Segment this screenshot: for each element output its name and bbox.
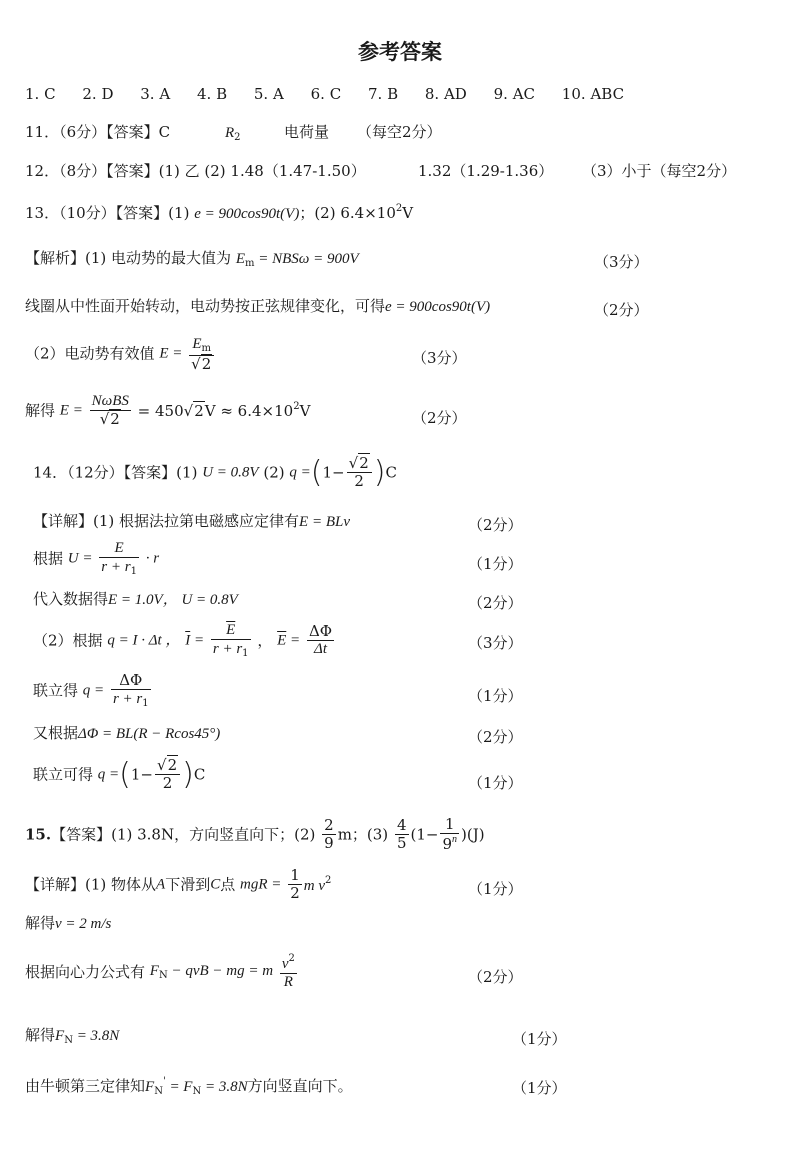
q15-detail-5-points: （1分） [512,1079,567,1097]
q12-answer-compare: （3）小于（每空2分） [582,162,737,180]
q11-answer-charge: 电荷量 [284,123,330,141]
q14-detail-2: 根据 U = $\frac{E}{r + r_1}$ · r [33,540,160,578]
q12-line: 12．（8分）【答案】(1) 乙 (2) 1.48（1.47-1.50） [25,162,366,180]
q11-points-note: （每空2分） [357,123,442,141]
choice-answers-row [25,87,646,102]
q15-detail-1: 【详解】(1) 物体从A下滑到C点 mgR = $\frac{1}{2}$ m $v^2$ [25,866,332,903]
q12-answer-resistance: 1.32（1.29-1.36） [418,162,554,180]
choice-answer-2: 2. D [82,85,114,103]
choice-answer-9: 9. AC [493,85,536,103]
q13-analysis-3-points: （3分） [412,349,467,367]
q15-detail-1-points: （1分） [468,880,523,898]
q14-detail-3-points: （2分） [468,594,523,612]
choice-answer-4: 4. B [196,85,228,103]
q14-detail-1-points: （2分） [468,516,523,534]
choice-answer-7: 7. B [367,85,399,103]
choice-answer-5: 5. A [253,85,284,103]
q14-detail-7: 联立可得 q =(1− $\frac{√2}{2}$ )C [33,756,206,793]
choice-answer-1: 1. C [25,85,56,103]
page-title: 参考答案 [358,40,442,64]
q14-line: 14．（12分）【答案】(1) U = 0.8V (2) q =(1− $\frac{√2}{2}$ )C [33,454,397,491]
q13-analysis-3: （2）电动势有效值 E = $\frac{E_m}{√2}$ [25,335,216,373]
q13-analysis-1-points: （3分） [594,253,649,271]
q13-line: 13．（10分）【答案】(1) e = 900cos90t(V)；(2) $6.4\times 10^2V$ [25,203,414,222]
q15-detail-4-points: （1分） [512,1030,567,1048]
choice-answer-8: 8. AD [424,85,467,103]
q11-answer-resistor: $R_2$ [225,125,241,143]
q14-detail-4: （2）根据 q = I · Δt ， $\overline{I}$ = $\frac{\overline{E}}{r + r_1}$ ， $\overline{E}$ = $\frac{\Delta\Phi}{\Delta t}$ [33,622,333,660]
q14-detail-6: 又根据ΔΦ = BL(R − Rcos45°) [33,724,221,742]
q14-answer-1: U = 0.8V [202,464,259,481]
choice-answer-6: 6. C [310,85,342,103]
q14-detail-6-points: （2分） [468,728,523,746]
choice-answer-10: 10. ABC [561,85,625,103]
q14-detail-3: 代入数据得E = 1.0V， U = 0.8V [33,590,238,608]
q13-analysis-4-points: （2分） [412,409,467,427]
q15-detail-3-points: （2分） [468,968,523,986]
q14-detail-4-points: （3分） [468,634,523,652]
q14-detail-5-points: （1分） [468,687,523,705]
q14-detail-2-points: （1分） [468,555,523,573]
q14-detail-5: 联立得 q = $\frac{\Delta\Phi}{r + r_1}$ [33,671,149,710]
q14-detail-7-points: （1分） [468,774,523,792]
choice-answer-3: 3. A [140,85,171,103]
q13-analysis-2: 线圈从中性面开始转动，电动势按正弦规律变化，可得e = 900cos90t(V) [25,297,491,315]
q15-detail-4: 解得$F_N = 3.8N$ [25,1026,120,1046]
q13-analysis-4: 解得 E = $\frac{\text{NωBS}}{√2}$ = $450√2V \approx 6.4\times 10^2V$ [25,393,311,429]
q15-detail-5: 由牛顿第三定律知$F_N' = F_N = 3.8N$方向竖直向下。 [25,1076,353,1097]
q15-detail-2: 解得v = 2 m/s [25,914,112,932]
q11-line: 11．（6分）【答案】C [25,123,171,141]
q13-analysis-1: 【解析】(1) 电动势的最大值为 $E_m = NBS\omega = 900V$ [25,249,359,269]
q15-line: 15.【答案】(1) 3.8N，方向竖直向下；(2) $\frac{2}{9}$ m；(3) $\frac{4}{5}$ (1− $\frac{1}{9^n}$ )(J) [25,815,485,854]
q13-answer-1: e = 900cos90t(V) [194,206,300,222]
q13-answer-2: $6.4\times 10^2V$ [340,203,414,222]
q15-detail-3: 根据向心力公式有 $F_N$ − qvB − mg = m $\frac{v^2}{R}$ [25,953,295,991]
q14-detail-1: 【详解】(1) 根据法拉第电磁感应定律有E = BLv [33,512,350,530]
q13-analysis-2-points: （2分） [594,301,649,319]
